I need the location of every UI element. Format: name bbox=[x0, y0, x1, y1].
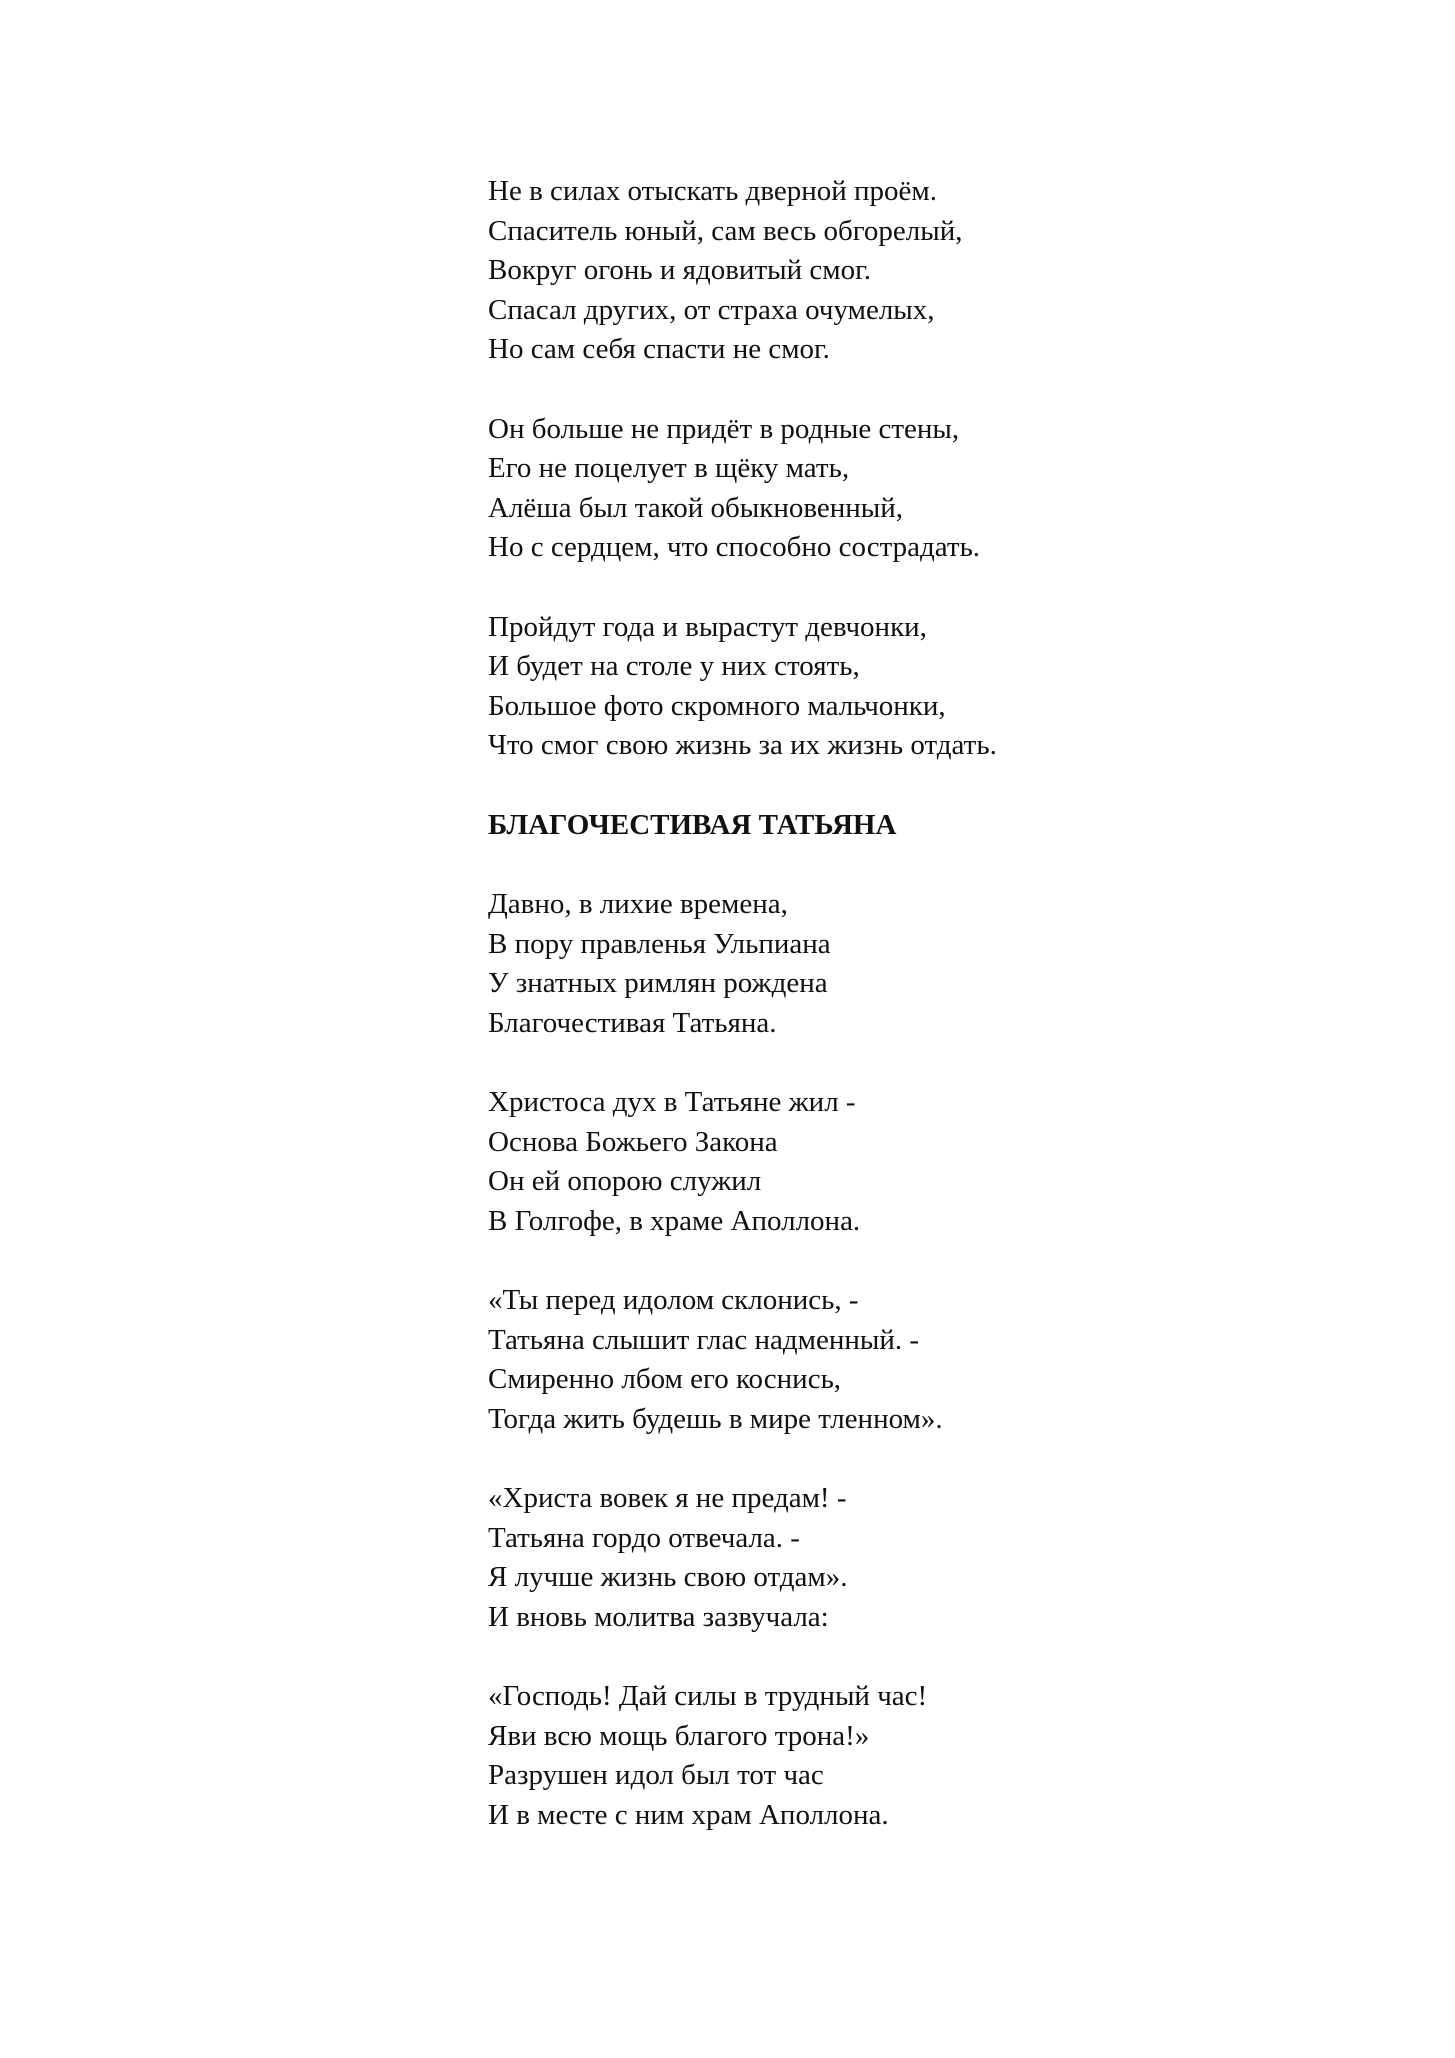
poem-line: «Господь! Дай силы в трудный час! bbox=[488, 1680, 928, 1712]
poem-line: Яви всю мощь благого трона!» bbox=[488, 1719, 870, 1752]
poem-line: Спаситель юный, сам весь обгорелый, bbox=[488, 214, 963, 247]
poem-line: Алёша был такой обыкновенный, bbox=[488, 491, 904, 524]
poem-line: Не в силах отыскать дверной проём. bbox=[488, 175, 937, 207]
poem-line: В Голгофе, в храме Аполлона. bbox=[488, 1204, 861, 1237]
poem-line: Что смог свою жизнь за их жизнь отдать. bbox=[488, 729, 997, 761]
poem-title: БЛАГОЧЕСТИВАЯ ТАТЬЯНА bbox=[488, 808, 897, 841]
poem-line: Пройдут года и вырастут девчонки, bbox=[488, 610, 927, 643]
poem-line: Но сам себя спасти не смог. bbox=[488, 333, 830, 365]
poem-line: Давно, в лихие времена, bbox=[488, 888, 788, 920]
stanza bbox=[488, 1677, 1388, 1835]
poem-line: У знатных римлян рождена bbox=[488, 967, 828, 999]
poem-line: Он ей опорою служил bbox=[488, 1165, 762, 1197]
stanza bbox=[488, 410, 1388, 568]
poem-line: Смиренно лбом его коснись, bbox=[488, 1363, 842, 1395]
poem-line: Татьяна гордо отвечала. - bbox=[488, 1521, 800, 1554]
poem-line: Татьяна слышит глас надменный. - bbox=[488, 1323, 920, 1356]
poem-line: Спасал других, от страха очумелых, bbox=[488, 293, 935, 326]
document-body bbox=[488, 172, 1388, 1875]
stanza bbox=[488, 1479, 1388, 1637]
poem-line: Основа Божьего Закона bbox=[488, 1125, 778, 1158]
poem-line: Большое фото скромного мальчонки, bbox=[488, 689, 946, 722]
poem-line: «Ты перед идолом склонись, - bbox=[488, 1284, 859, 1316]
poem-line: Я лучше жизнь свою отдам». bbox=[488, 1561, 848, 1593]
stanza bbox=[488, 172, 1388, 370]
poem-line: Тогда жить будешь в мире тленном». bbox=[488, 1402, 943, 1435]
poem-line: Разрушен идол был тот час bbox=[488, 1759, 824, 1791]
stanza bbox=[488, 1083, 1388, 1241]
stanza bbox=[488, 1281, 1388, 1439]
poem-line: Вокруг огонь и ядовитый смог. bbox=[488, 254, 871, 286]
stanza bbox=[488, 885, 1388, 1043]
poem-line: «Христа вовек я не предам! - bbox=[488, 1482, 847, 1514]
poem-line: И будет на столе у них стоять, bbox=[488, 650, 860, 682]
poem-line: И вновь молитва зазвучала: bbox=[488, 1600, 829, 1633]
poem-line: Христоса дух в Татьяне жил - bbox=[488, 1086, 856, 1118]
poem-line: Но с сердцем, что способно сострадать. bbox=[488, 531, 981, 563]
poem-line: И в месте с ним храм Аполлона. bbox=[488, 1798, 889, 1831]
poem-line: Его не поцелует в щёку мать, bbox=[488, 452, 850, 484]
poem-line: Благочестивая Татьяна. bbox=[488, 1006, 777, 1039]
poem-line: В пору правленья Ульпиана bbox=[488, 927, 831, 960]
poem-line: Он больше не придёт в родные стены, bbox=[488, 412, 960, 445]
stanza bbox=[488, 608, 1388, 766]
